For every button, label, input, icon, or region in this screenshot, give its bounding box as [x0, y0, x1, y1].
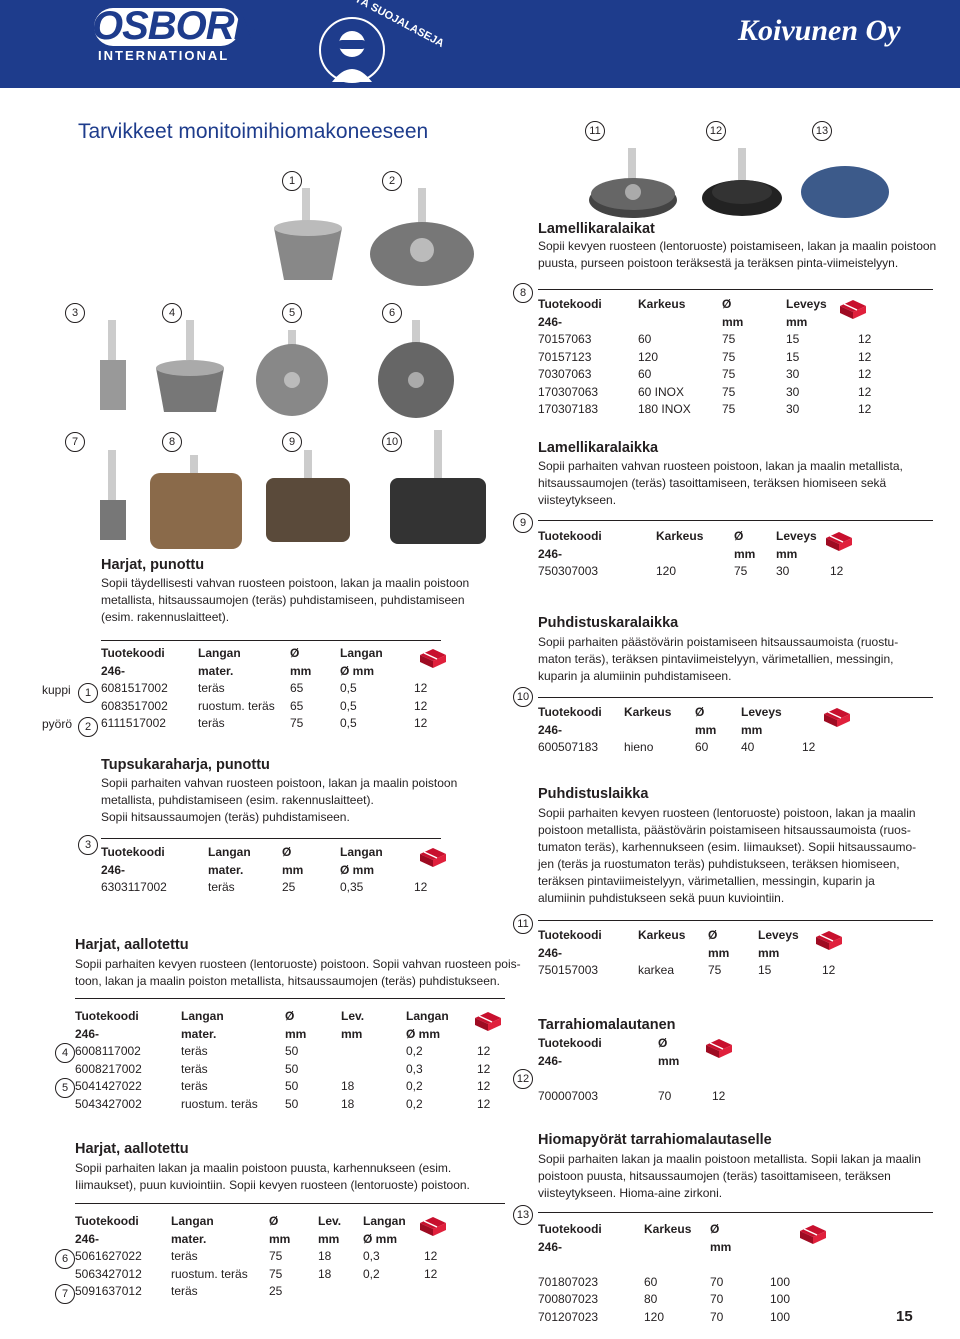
section-desc-harjat-punottu: Sopii täydellisesti vahvan ruosteen poistoon, lakan ja maalin poistoon metallista, hitsaussaumojen (teräs) puhdistamiseen, puhdistamiseen (esim. rakennuslaitteet). [101, 576, 470, 624]
table-header-cell: mater. [208, 862, 244, 877]
table-cell: 0,2 [406, 1096, 423, 1111]
table-cell: 75 [722, 349, 736, 364]
table-header-cell: mm [658, 1053, 680, 1068]
table-header-cell: mm [786, 314, 808, 329]
table-cell: 750307003 [538, 564, 599, 578]
table-cell: 12 [477, 1061, 491, 1076]
table-cell: 120 [656, 564, 677, 578]
table-header-cell: Ø [290, 646, 300, 660]
divider [538, 1212, 933, 1213]
row-marker: 6 [55, 1249, 75, 1269]
row-marker: 7 [55, 1284, 75, 1304]
product-image-pyoroharja [366, 188, 476, 288]
price-box-icon [798, 1224, 828, 1244]
table-cell: 18 [341, 1079, 355, 1093]
table-cell: 6303117002 [101, 880, 167, 894]
product-image-lamellikaralaikat [588, 148, 678, 220]
table-cell: 5091637012 [75, 1284, 142, 1298]
table-header-cell: Langan [340, 646, 383, 660]
section-title-harjat-aallotettu: Harjat, aallotettu [75, 937, 189, 953]
table-header-cell: 246- [538, 1239, 563, 1254]
table-header-cell: Ø [285, 1009, 295, 1023]
table-cell: 12 [858, 384, 872, 399]
table-cell: 30 [776, 564, 790, 578]
table-header-cell: mm [282, 862, 304, 877]
table-cell: 12 [424, 1249, 438, 1263]
table-header-cell: Karkeus [644, 1222, 692, 1236]
table-header-cell: Tuotekoodi [538, 529, 602, 543]
table-header-cell: Tuotekoodi [75, 1009, 139, 1023]
section-marker: 13 [513, 1205, 533, 1225]
table-header-cell: mm [695, 722, 717, 737]
table-header-cell: Lev. [341, 1009, 365, 1023]
table-cell: 40 [741, 740, 755, 754]
table-header-cell: mm [722, 314, 744, 329]
table-header-cell: Tuotekoodi [538, 928, 602, 942]
table-cell: 100 [770, 1292, 791, 1306]
table-cell: 12 [414, 698, 428, 713]
safety-goggles-icon [318, 16, 386, 89]
table-cell: 75 [722, 367, 736, 381]
table-cell: 5041427022 [75, 1079, 142, 1093]
image-number: 8 [162, 432, 182, 452]
table-cell: 25 [269, 1284, 283, 1298]
product-image-aallotettu-kuppi [150, 320, 230, 420]
divider [101, 838, 441, 839]
section-marker: 8 [513, 283, 533, 303]
table-cell: 70157123 [538, 349, 592, 364]
section-title-lamellikaralaikat: Lamellikaralaikat [538, 221, 655, 237]
table-header-cell: mm [741, 722, 763, 737]
table-header-cell: Tuotekoodi [538, 297, 602, 311]
price-box-icon [838, 299, 868, 319]
table-cell: 0,5 [340, 681, 357, 695]
product-image-tarrahiomalautanen [700, 148, 784, 220]
table-cell: 0,35 [340, 880, 364, 894]
label-kuppi: kuppi [42, 683, 71, 697]
page-number: 15 [896, 1308, 913, 1325]
table-header-cell: Tuotekoodi [538, 1036, 602, 1050]
table-cell: 700807023 [538, 1292, 599, 1306]
table-cell: 12 [858, 367, 872, 381]
table-cell: 60 [644, 1274, 658, 1289]
table-header-cell: Ø [695, 705, 705, 719]
table-cell: 12 [414, 880, 428, 894]
table-cell: 70 [658, 1088, 672, 1103]
section-title-hiomapyorat: Hiomapyörät tarrahiomalautaselle [538, 1132, 772, 1148]
table-cell: 5061627022 [75, 1249, 142, 1263]
label-pyoro: pyörö [42, 717, 73, 731]
table-header-cell: Tuotekoodi [101, 845, 165, 859]
image-number: 6 [382, 303, 402, 323]
table-cell: 0,5 [340, 698, 357, 713]
table-header-cell: mater. [171, 1231, 207, 1246]
table-cell: 75 [290, 716, 304, 730]
section-marker: 3 [78, 835, 98, 855]
table-header-cell: mm [341, 1026, 363, 1041]
image-number: 9 [282, 432, 302, 452]
price-box-icon [824, 531, 854, 551]
table-cell: 70 [710, 1274, 724, 1289]
image-number: 2 [382, 171, 402, 191]
row-marker: 4 [55, 1043, 75, 1063]
product-image-aallotettu-pyoro-1 [252, 330, 332, 420]
section-desc-harjat-aallotettu: Sopii parhaiten kevyen ruosteen (lentoruoste) poistoon. Sopii vahvan ruosteen pois- toon, lakan ja maalin poiston metallista, hitsaussaumojen (teräs) puhdistukseen. [75, 957, 521, 988]
table-cell: 12 [802, 740, 816, 754]
section-desc-hiomapyorat: Sopii parhaiten lakan ja maalin poistoon metallista. Sopii lakan ja maalin poistoon puusta, hitsaussaumojen (teräs) tasoittamiseen, teräksen viisteytykseen. Hioma-aine zirkoni. [538, 1152, 921, 1200]
table-cell: 12 [424, 1266, 438, 1281]
row-marker: 2 [78, 717, 98, 737]
table-header-cell: Langan [198, 646, 241, 660]
product-image-tupsu-2 [92, 450, 134, 550]
image-number: 12 [706, 121, 726, 141]
table-header-cell: Ø mm [406, 1026, 441, 1041]
table-cell: teräs [181, 1079, 208, 1093]
table-cell: 5043427002 [75, 1096, 142, 1111]
image-number: 4 [162, 303, 182, 323]
section-title-puhdistuslaikka: Puhdistuslaikka [538, 786, 649, 802]
table-header-cell: Karkeus [638, 297, 686, 311]
table-header-cell: mm [776, 546, 798, 561]
table-cell: 6083517002 [101, 698, 168, 713]
table-cell: 6008117002 [75, 1044, 141, 1058]
section-title-harjat-aallotettu-2: Harjat, aallotettu [75, 1141, 189, 1157]
price-box-icon [473, 1011, 503, 1031]
table-cell: 0,2 [406, 1044, 423, 1058]
table-header-cell: mm [318, 1231, 340, 1246]
price-box-icon [704, 1038, 734, 1058]
section-marker: 9 [513, 513, 533, 533]
table-cell: 12 [858, 332, 872, 346]
table-cell: 6111517002 [101, 716, 166, 730]
table-cell: 5063427012 [75, 1266, 142, 1281]
price-box-icon [418, 847, 448, 867]
table-cell: 30 [786, 402, 800, 416]
table-header-cell: Leveys [786, 297, 827, 311]
section-title-lamellikaralaikka: Lamellikaralaikka [538, 440, 659, 456]
table-header-cell: Tuotekoodi [75, 1214, 139, 1228]
table-cell: 750157003 [538, 963, 599, 977]
table-cell: 60 [638, 332, 652, 346]
table-cell: 60 INOX [638, 384, 685, 399]
table-cell: 12 [712, 1088, 726, 1103]
image-number: 11 [585, 121, 605, 141]
table-cell: 50 [285, 1096, 299, 1111]
table-header-cell: 246- [75, 1026, 100, 1041]
table-header-cell: 246- [538, 546, 563, 561]
page-title: Tarvikkeet monitoimihiomakoneeseen [78, 120, 429, 143]
section-desc-harjat-aallotettu-2: Sopii parhaiten lakan ja maalin poistoon puusta, karhennukseen (esim. Iiimaukset), puun kuviointiin. Sopii kevyen ruosteen (lentoruoste) poistoon. [75, 1161, 470, 1192]
table-header-cell: Ø [708, 928, 718, 942]
product-image-tupsukaraharja [88, 320, 138, 420]
table-header-cell: Ø mm [363, 1231, 398, 1246]
table-cell: teräs [208, 880, 235, 894]
table-cell: 170307183 [538, 402, 599, 416]
table-cell: 701807023 [538, 1274, 599, 1289]
table-cell: 30 [786, 384, 800, 399]
table-cell: 6008217002 [75, 1061, 142, 1076]
table-header-cell: mm [708, 945, 730, 960]
table-header-cell: Langan [340, 845, 383, 859]
table-cell: 50 [285, 1061, 299, 1076]
table-cell: 0,5 [340, 716, 357, 730]
table-cell: 12 [477, 1044, 491, 1058]
table-header-cell: mm [290, 663, 312, 678]
table-cell: 180 INOX [638, 402, 691, 416]
table-header-cell: Karkeus [624, 705, 672, 719]
table-header-cell: Langan [208, 845, 251, 859]
table-cell: hieno [624, 740, 654, 754]
table-cell: 70 [710, 1292, 724, 1306]
table-cell: 65 [290, 681, 304, 695]
table-header-cell: Leveys [776, 529, 817, 543]
table-cell: 18 [341, 1096, 355, 1111]
image-number: 1 [282, 171, 302, 191]
table-header-cell: Lev. [318, 1214, 342, 1228]
table-cell: 70307063 [538, 367, 592, 381]
section-desc-puhdistuskaralaikka: Sopii parhaiten päästövärin poistamiseen hitsaussaumoista (ruostu- maton teräs), teräksen pintaviimeistelyyn, värimetallien, messingin, kuparin ja alumiinin puhdistamiseen. [538, 635, 899, 683]
section-desc-lamellikaralaikat: Sopii kevyen ruosteen (lentoruoste) poistamiseen, lakan ja maalin poistoon puusta, purseen poistoon teräksestä ja teräksen pinta-viimeistelyyn. [538, 239, 937, 270]
table-cell: 75 [722, 332, 736, 346]
table-cell: 75 [269, 1266, 283, 1281]
table-header-cell: Tuotekoodi [538, 705, 602, 719]
table-cell: 12 [477, 1079, 491, 1093]
table-header-cell: Tuotekoodi [538, 1222, 602, 1236]
table-cell: 12 [858, 349, 872, 364]
table-cell: 70157063 [538, 332, 592, 346]
table-header-cell: Langan [171, 1214, 214, 1228]
table-cell: 75 [708, 963, 722, 977]
image-number: 10 [382, 432, 402, 452]
table-header-cell: 246- [101, 862, 126, 877]
table-cell: 0,3 [363, 1249, 380, 1263]
table-cell: 15 [786, 349, 800, 364]
table-cell: 12 [414, 681, 428, 695]
table-cell: 15 [786, 332, 800, 346]
table-header-cell: 246- [538, 1053, 563, 1068]
section-marker: 12 [513, 1069, 533, 1089]
table-header-cell: Langan [181, 1009, 224, 1023]
table-cell: 700007003 [538, 1088, 599, 1103]
table-header-cell: 246- [101, 663, 126, 678]
table-cell: 12 [822, 963, 836, 977]
divider [75, 1203, 505, 1204]
table-header-cell: 246- [538, 722, 563, 737]
table-header-cell: Leveys [758, 928, 799, 942]
table-cell: 75 [269, 1249, 283, 1263]
section-desc-tupsukaraharja: Sopii parhaiten vahvan ruosteen poistoon, lakan ja maalin poistoon metallista, puhdistamiseen (esim. rakennuslaitteet). Sopii hitsaussaumojen (teräs) puhdistamiseen. [101, 776, 458, 824]
table-header-cell: mm [269, 1231, 291, 1246]
product-image-hiomapyorat [800, 150, 890, 220]
table-header-cell: Ø [658, 1036, 668, 1050]
image-number: 13 [812, 121, 832, 141]
image-number: 7 [65, 432, 85, 452]
table-cell: 12 [830, 564, 844, 578]
koivunen-logo: Koivunen Oy [738, 14, 901, 47]
table-cell: 60 [638, 367, 652, 381]
table-cell: 75 [722, 384, 736, 399]
product-image-kuppiharja [268, 188, 348, 288]
table-cell: 50 [285, 1079, 299, 1093]
table-cell: 600507183 [538, 740, 599, 754]
section-marker: 11 [513, 914, 533, 934]
table-header-cell: Karkeus [638, 928, 686, 942]
divider [101, 640, 441, 641]
table-header-cell: 246- [75, 1231, 100, 1246]
table-header-cell: mm [710, 1239, 732, 1254]
section-desc-lamellikaralaikka: Sopii parhaiten vahvan ruosteen poistoon, lakan ja maalin metallista, hitsaussaumojen (teräs) tasoittamiseen, teräksen hiomiseen sekä viisteytykseen. [538, 459, 903, 507]
table-cell: 6081517002 [101, 681, 168, 695]
table-header-cell: mater. [198, 663, 234, 678]
product-image-lamellikaralaikka [140, 455, 250, 555]
osborn-logo: OSBORN [92, 4, 262, 48]
divider [538, 520, 933, 521]
table-header-cell: Leveys [741, 705, 782, 719]
table-cell: 12 [477, 1096, 491, 1111]
table-cell: 0,3 [406, 1061, 423, 1076]
price-box-icon [822, 707, 852, 727]
price-box-icon [418, 648, 448, 668]
table-cell: ruostum. teräs [198, 698, 275, 713]
table-header-cell: mm [734, 546, 756, 561]
table-cell: 120 [644, 1309, 665, 1324]
table-cell: 0,2 [406, 1079, 423, 1093]
section-desc-puhdistuslaikka: Sopii parhaiten kevyen ruosteen (lentoruoste) poistoon, lakan ja maalin poistoon metallista, päästövärin poistamiseen hitsaussaumoista (ruos- tumaton teräs), karhennukseen (esim. Iiimaukset). Sopii hitsaussaumo- jen (teräs ja ruostumaton teräs) puhdistukseen, teräksen hiomiseen, teräksen pintaviimeistelyyn, värimetallien, messingin, kuparin ja alumiinin puhdistukseen sekä puun kuviointiin. [538, 806, 917, 905]
table-cell: 15 [758, 963, 772, 977]
section-marker: 10 [513, 687, 533, 707]
row-marker: 5 [55, 1078, 75, 1098]
table-cell: 0,2 [363, 1266, 380, 1281]
table-cell: 100 [770, 1274, 791, 1289]
row-marker: 1 [78, 683, 98, 703]
section-title-puhdistuskaralaikka: Puhdistuskaralaikka [538, 615, 679, 631]
table-header-cell: Ø mm [340, 862, 375, 877]
table-cell: 12 [414, 716, 428, 730]
table-cell: 18 [318, 1266, 332, 1281]
table-header-cell: Ø [269, 1214, 279, 1228]
table-header-cell: Langan [363, 1214, 406, 1228]
table-cell: 100 [770, 1309, 791, 1324]
table-cell: teräs [181, 1061, 208, 1076]
table-cell: 30 [786, 367, 800, 381]
table-header-cell: Ø [282, 845, 292, 859]
table-cell: 70 [710, 1309, 724, 1324]
table-cell: 170307063 [538, 384, 599, 399]
table-cell: 25 [282, 880, 296, 894]
table-header-cell: 246- [538, 945, 563, 960]
table-header-cell: mater. [181, 1026, 217, 1041]
osborn-international-text: INTERNATIONAL [98, 48, 230, 63]
table-header-cell: Tuotekoodi [101, 646, 165, 660]
product-image-puhdistuslaikka [380, 430, 490, 550]
table-cell: ruostum. teräs [181, 1096, 258, 1111]
table-header-cell: 246- [538, 314, 563, 329]
product-image-aallotettu-pyoro-2 [372, 320, 462, 420]
table-cell: 120 [638, 349, 659, 364]
table-cell: teräs [198, 716, 225, 730]
table-cell: teräs [171, 1284, 198, 1298]
table-header-cell: Langan [406, 1009, 449, 1023]
section-title-tarrahiomalautanen: Tarrahiomalautanen [538, 1017, 676, 1033]
table-cell: teräs [171, 1249, 198, 1263]
table-cell: teräs [198, 681, 225, 695]
section-title-harjat-punottu: Harjat, punottu [101, 557, 205, 573]
table-cell: 12 [858, 402, 872, 416]
price-box-icon [814, 930, 844, 950]
table-cell: 65 [290, 698, 304, 713]
divider [538, 920, 933, 921]
image-number: 3 [65, 303, 85, 323]
table-cell: 60 [695, 740, 709, 754]
image-number: 5 [282, 303, 302, 323]
table-cell: 80 [644, 1292, 658, 1306]
table-header-cell: mm [758, 945, 780, 960]
divider [538, 289, 933, 290]
divider [538, 697, 933, 698]
table-header-cell: Ø mm [340, 663, 375, 678]
divider [75, 998, 505, 999]
table-cell: 75 [722, 402, 736, 416]
table-cell: 50 [285, 1044, 299, 1058]
table-cell: teräs [181, 1044, 208, 1058]
price-box-icon [418, 1216, 448, 1236]
table-cell: 75 [734, 564, 748, 578]
section-title-tupsukaraharja: Tupsukaraharja, punottu [101, 757, 270, 773]
table-header-cell: Karkeus [656, 529, 704, 543]
table-header-cell: Ø [722, 297, 732, 311]
table-cell: karkea [638, 963, 675, 977]
table-header-cell: mm [285, 1026, 307, 1041]
table-cell: 701207023 [538, 1309, 599, 1324]
table-cell: 18 [318, 1249, 332, 1263]
product-image-puhdistuskaralaikka [258, 450, 358, 550]
table-cell: ruostum. teräs [171, 1266, 248, 1281]
table-header-cell: Ø [734, 529, 744, 543]
table-header-cell: Ø [710, 1222, 720, 1236]
